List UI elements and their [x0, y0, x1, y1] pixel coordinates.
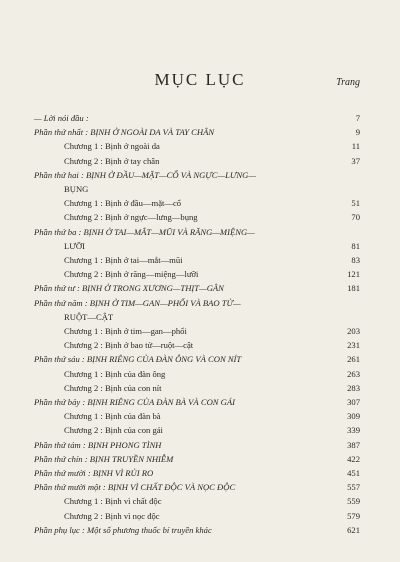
- toc-entry-label: Chương 2 : Bịnh ở răng—miệng—lưỡi: [64, 269, 199, 280]
- toc-page-number: 203: [347, 326, 360, 336]
- toc-chapter-entry: [0, 339, 400, 351]
- toc-page-number: 121: [347, 269, 360, 280]
- toc-page-number: 579: [347, 510, 360, 521]
- toc-part-entry: [0, 282, 400, 294]
- toc-chapter-entry: [0, 325, 400, 337]
- toc-entry-label: Phần phụ lục : Một số phương thuốc bí truyền khác: [34, 524, 212, 535]
- toc-entry-label: Phần thứ nhất : BỊNH Ở NGOÀI DA VÀ TAY CHÂN: [34, 127, 215, 138]
- toc-page-number: 7: [355, 113, 360, 123]
- toc-page-number: 557: [347, 482, 360, 493]
- toc-entry-label: Phần thứ năm : BỊNH Ở TIM—GAN—PHỔI VÀ BAO TỬ—: [34, 297, 241, 308]
- toc-page-number: 387: [347, 439, 360, 450]
- toc-entry-label: Chương 1 : Bịnh vì chất độc: [64, 496, 162, 507]
- toc-page-number: 83: [351, 255, 360, 265]
- toc-entry-label: Chương 2 : Bịnh ở tay chân: [64, 155, 160, 166]
- toc-chapter-entry: [0, 197, 400, 209]
- toc-page-number: 37: [351, 155, 360, 166]
- toc-part-entry: [0, 481, 400, 493]
- toc-entry-label: LƯỠI: [64, 240, 85, 251]
- toc-entry-label: Chương 1 : Bịnh của đàn bà: [64, 411, 161, 422]
- toc-chapter-entry: [0, 140, 400, 152]
- toc-chapter-entry: [0, 424, 400, 436]
- toc-entry-label: — Lời nói đầu :: [34, 113, 89, 123]
- toc-entry-label: BỤNG: [64, 184, 89, 194]
- toc-page-number: 309: [347, 411, 360, 422]
- toc-entry-label: Phần thứ tám : BỊNH PHONG TÌNH: [34, 439, 162, 450]
- toc-entry-label: Chương 2 : Bịnh của con nít: [64, 382, 162, 393]
- toc-page-number: 263: [347, 368, 360, 379]
- toc-page-number: 307: [347, 397, 360, 407]
- toc-page-number: 9: [355, 127, 360, 138]
- toc-entry-continuation: [0, 311, 400, 323]
- toc-entry-label: Phần thứ mười : BỊNH VÌ RỦI RO: [34, 468, 154, 478]
- toc-entry-label: Chương 1 : Bịnh ở tai—mắt—mũi: [64, 255, 183, 265]
- toc-part-entry: [0, 439, 400, 451]
- toc-part-entry: [0, 524, 400, 536]
- toc-page-number: 11: [351, 141, 360, 152]
- toc-part-entry: [0, 226, 400, 238]
- toc-entry-continuation: [0, 183, 400, 195]
- toc-entry-label: Chương 1 : Bịnh của đàn ông: [64, 368, 166, 379]
- toc-entry-label: Chương 2 : Bịnh của con gái: [64, 425, 163, 436]
- toc-entry-label: Phần thứ ba : BỊNH Ở TAI—MẮT—MŨI VÀ RĂNG—MIỆNG—: [34, 226, 255, 237]
- toc-entry-label: Chương 2 : Bịnh ở ngực—lưng—bụng: [64, 212, 198, 223]
- toc-entry-label: RUỘT—CẬT: [64, 311, 114, 322]
- toc-chapter-entry: [0, 410, 400, 422]
- toc-page-number: 70: [351, 212, 360, 223]
- toc-part-entry: [0, 467, 400, 479]
- toc-chapter-entry: [0, 368, 400, 380]
- toc-entry-label: Phần thứ mười một : BỊNH VÌ CHẤT ĐỘC VÀ NỌC ĐỘC: [34, 482, 236, 493]
- toc-page-number: 451: [347, 468, 360, 478]
- toc-page-number: 621: [347, 524, 360, 535]
- toc-entry-label: Chương 1 : Bịnh ở ngoài da: [64, 141, 160, 152]
- toc-entry-label: Phần thứ sáu : BỊNH RIÊNG CỦA ĐÀN ÔNG VÀ CON NÍT: [34, 354, 242, 365]
- toc-entry-label: Chương 2 : Bịnh vì nọc độc: [64, 510, 160, 521]
- toc-chapter-entry: [0, 254, 400, 266]
- toc-page-number: 339: [347, 425, 360, 436]
- toc-part-entry: [0, 396, 400, 408]
- toc-entry-label: Phần thứ bảy : BỊNH RIÊNG CỦA ĐÀN BÀ VÀ CON GÁI: [34, 397, 235, 407]
- toc-chapter-entry: [0, 268, 400, 280]
- toc-chapter-entry: [0, 211, 400, 223]
- toc-entry-label: Chương 2 : Bịnh ở bao tử—ruột—cật: [64, 340, 194, 351]
- toc-page-number: 181: [347, 283, 360, 294]
- page-title: MỤC LỤC: [154, 70, 246, 89]
- page-column-header: Trang: [336, 77, 360, 88]
- toc-part-entry: [0, 453, 400, 465]
- toc-part-entry: [0, 353, 400, 365]
- toc-chapter-entry: [0, 155, 400, 167]
- toc-entry-label: Chương 1 : Bịnh ở tim—gan—phổi: [64, 326, 187, 336]
- toc-page-number: 51: [351, 198, 360, 209]
- toc-part-entry: [0, 297, 400, 309]
- toc-entry-continuation: [0, 240, 400, 252]
- toc-page-number: 81: [351, 240, 360, 251]
- toc-chapter-entry: [0, 495, 400, 507]
- toc-entry-label: Phần thứ hai : BỊNH Ở ĐẦU—MẶT—CỔ VÀ NGỰC—LƯNG—: [34, 169, 256, 180]
- toc-chapter-entry: [0, 382, 400, 394]
- toc-page-number: 559: [347, 496, 360, 507]
- toc-page-number: 231: [347, 340, 360, 351]
- toc-page-number: 261: [347, 354, 360, 365]
- toc-page-number: 422: [347, 453, 360, 464]
- toc-part-entry: [0, 126, 400, 138]
- toc-page-number: 283: [347, 382, 360, 393]
- toc-chapter-entry: [0, 510, 400, 522]
- toc-entry-label: Phần thứ chín : BỊNH TRUYỀN NHIỄM: [34, 453, 174, 464]
- toc-part-entry: [0, 112, 400, 124]
- toc-part-entry: [0, 169, 400, 181]
- toc-entry-label: Phần thứ tư : BỊNH Ở TRONG XƯƠNG—THỊT—GÂN: [34, 283, 224, 294]
- toc-entry-label: Chương 1 : Bịnh ở đầu—mặt—cổ: [64, 198, 182, 209]
